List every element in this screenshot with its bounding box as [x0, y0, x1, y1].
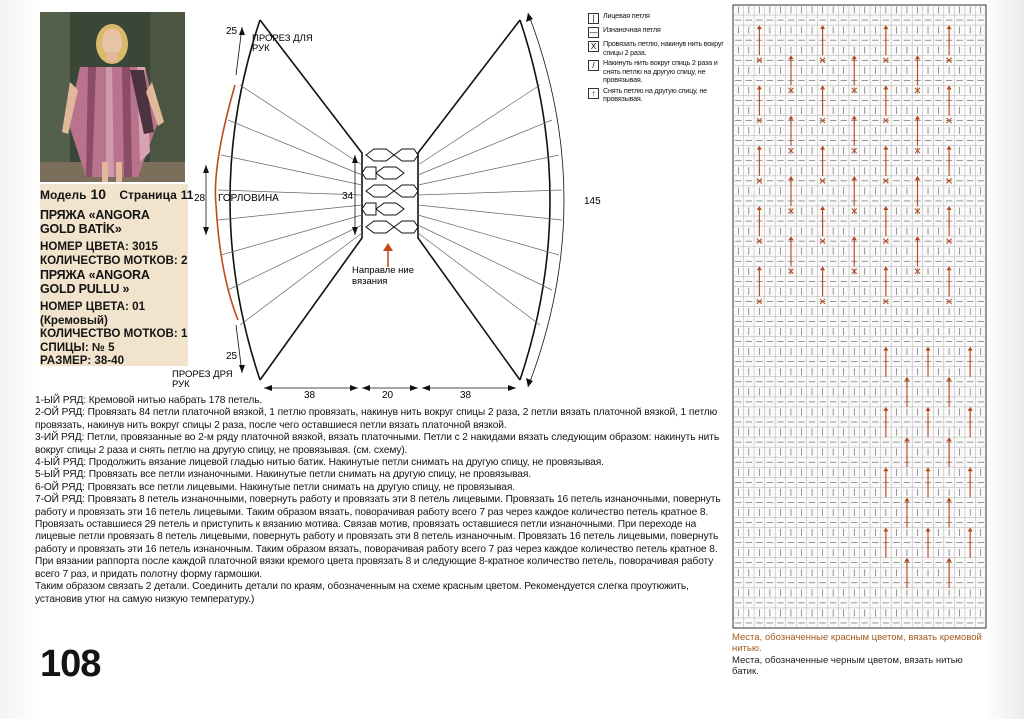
- model-info-line: НОМЕР ЦВЕТА: 3015: [40, 240, 158, 253]
- chart-note-black: Места, обозначенные черным цветом, вязать нитью батик.: [732, 655, 963, 677]
- model-info-line: РАЗМЕР: 38-40: [40, 354, 125, 367]
- model-info-line: КОЛИЧЕСТВО МОТКОВ: 2: [40, 254, 188, 267]
- dim-145: 145: [584, 196, 601, 207]
- dim-bottom-right: 38: [460, 390, 472, 401]
- legend-symbol-icon: ↑: [588, 88, 599, 99]
- model-photo-image: [40, 12, 185, 182]
- instruction-paragraph: 1-ЫЙ РЯД: Кремовой нитью набрать 178 петель.: [35, 395, 263, 406]
- chart-note-red: Места, обозначенные красным цветом, вязать кремовой нитью.: [732, 632, 982, 654]
- instruction-paragraph: Таким образом связать 2 детали. Соединить детали по краям, обозначенным на схеме красным цветом. Рекомендуется слегка проутюжить, установив утюг на самую низкую температуру.): [35, 581, 689, 605]
- model-info-panel: [40, 184, 194, 367]
- label-direction-2: вязания: [352, 276, 388, 287]
- model-info-line: КОЛИЧЕСТВО МОТКОВ: 1: [40, 327, 188, 340]
- dim-28: 28: [194, 193, 206, 204]
- instruction-paragraph: 6-ОЙ РЯД: Провязать все петли лицевыми. Накинутые петли снимать на другую спицу, не провязывая.: [35, 481, 515, 493]
- instruction-paragraph: 7-ОЙ РЯД: Провязать 8 петель изнаночными, повернуть работу и провязать эти 8 петель лицевыми. Провязать 16 петель изнаночными, повернуть работу и провязать эти 16 петель лицевыми. Таким образом вязать, поворачивая работу всего 7 раз через каждое количество петель кратное 8. Провязать оставшиеся 29 петель и приступить к вязанию мотива. Связав мотив, провязать оставшиеся петли изнаночными. При переходе на лицевые петли провязать 8 петель лицевыми, повернуть работу и провязать эти 8 петель изнаночным. Провязать 16 петель лицевыми, повернуть работу и провязать эти 16 петель изнаночным. Таким образом вязать, поворачивая работу всего 7 раз через каждое количество петель кратное 8.: [35, 494, 721, 555]
- legend-text: Провязать петлю, накинув нить вокруг спицы 2 раза.: [603, 39, 724, 57]
- page-number: 108: [40, 643, 101, 685]
- legend-item: [588, 40, 728, 57]
- legend-item: [588, 12, 728, 24]
- legend-symbol-icon: /: [588, 60, 599, 71]
- model-info-line: ПРЯЖА «ANGORA: [40, 268, 150, 282]
- label-direction-1: Направле ние: [352, 265, 414, 276]
- label-neck: ГОРЛОВИНА: [218, 193, 279, 204]
- instructions-text: [35, 395, 725, 606]
- dim-25-bottom: 25: [226, 351, 238, 362]
- model-info-line: НОМЕР ЦВЕТА: 01: [40, 300, 146, 313]
- dim-25-top: 25: [226, 26, 238, 37]
- label-armhole-bottom-1: ПРОРЕЗ ДРЯ: [172, 369, 233, 380]
- diagram-hexagon-motif: [362, 149, 418, 233]
- model-header: [40, 186, 197, 202]
- legend-item: [588, 87, 728, 104]
- legend-symbol-icon: |: [588, 13, 599, 24]
- legend-symbol-icon: X: [588, 41, 599, 52]
- model-label: Модель: [40, 188, 87, 202]
- instruction-paragraph: 2-ОЙ РЯД: Провязать 84 петли платочной вязкой, 1 петлю провязать, накинув нить вокруг спицы 2 раза, 2 петли вязать платочной вязкой, 1 петлю провязать, накинув нить вокруг спицы 2 раза, после чего оставшиеся петли вязать платочной вязкой.: [35, 407, 718, 431]
- instruction-paragraph: 3-ИЙ РЯД: Петли, провязанные во 2-м ряду платочной вязкой, вязать платочными. Петли с 2 накидами вязать следующим образом: накинуть нить вокруг спицы 2 раза и снять петлю на другую спицу, не провязывая. (см. схему).: [35, 432, 720, 456]
- legend-symbol-icon: —: [589, 28, 598, 37]
- instruction-paragraph: 4-ЫЙ РЯД: Продолжить вязание лицевой гладью нитью батик. Накинутые петли снимать на другую спицу, не провязывая.: [35, 457, 604, 469]
- instruction-paragraph: При вязании раппорта после каждой платочной вязки кремого цвета провязать 8 и следующие 8-кратное количество петель, поворачивая работу всего 7 раз, и придать полотну форму гармошки.: [35, 556, 714, 580]
- legend-text: Изнаночная петля: [603, 25, 661, 34]
- instruction-paragraph: 5-ЫЙ РЯД: Провязать все петли изнаночными. Накинутые петли снимать на другую спицу, не провязывая.: [35, 469, 532, 481]
- legend-text: Лицевая петля: [603, 11, 650, 20]
- legend-text: Накинуть нить вокруг спиць 2 раза и снять петлю на другую спицу, не провязывая.: [603, 58, 718, 84]
- model-photo: [40, 12, 185, 182]
- model-info-line: СПИЦЫ: № 5: [40, 341, 115, 354]
- diagram-right-arc: [520, 20, 550, 380]
- page-label: Страница: [119, 188, 177, 202]
- dim-bottom-mid: 20: [382, 390, 394, 401]
- legend-item: [588, 26, 728, 38]
- label-armhole-top-1: ПРОРЕЗ ДЛЯ: [252, 33, 313, 44]
- diagram-right-piece-edge: [418, 20, 520, 380]
- model-info-line: ПРЯЖА «ANGORA: [40, 208, 150, 222]
- label-armhole-top-2: РУК: [252, 43, 270, 54]
- stitch-legend: [588, 12, 728, 106]
- knitting-chart: [733, 5, 986, 628]
- dim-bottom-left: 38: [304, 390, 316, 401]
- label-armhole-bottom-2: РУК: [172, 379, 190, 390]
- model-number: 10: [90, 186, 107, 202]
- model-info-line: GOLD PULLU »: [40, 282, 130, 296]
- dim-34: 34: [342, 191, 354, 202]
- page-ref-number: 11: [180, 188, 194, 202]
- legend-text: Снять петлю на другую спицу, не провязывая.: [603, 85, 707, 103]
- model-info-line: (Кремовый): [40, 314, 108, 327]
- legend-item: [588, 59, 728, 85]
- model-info-line: GOLD BATİK»: [40, 222, 122, 236]
